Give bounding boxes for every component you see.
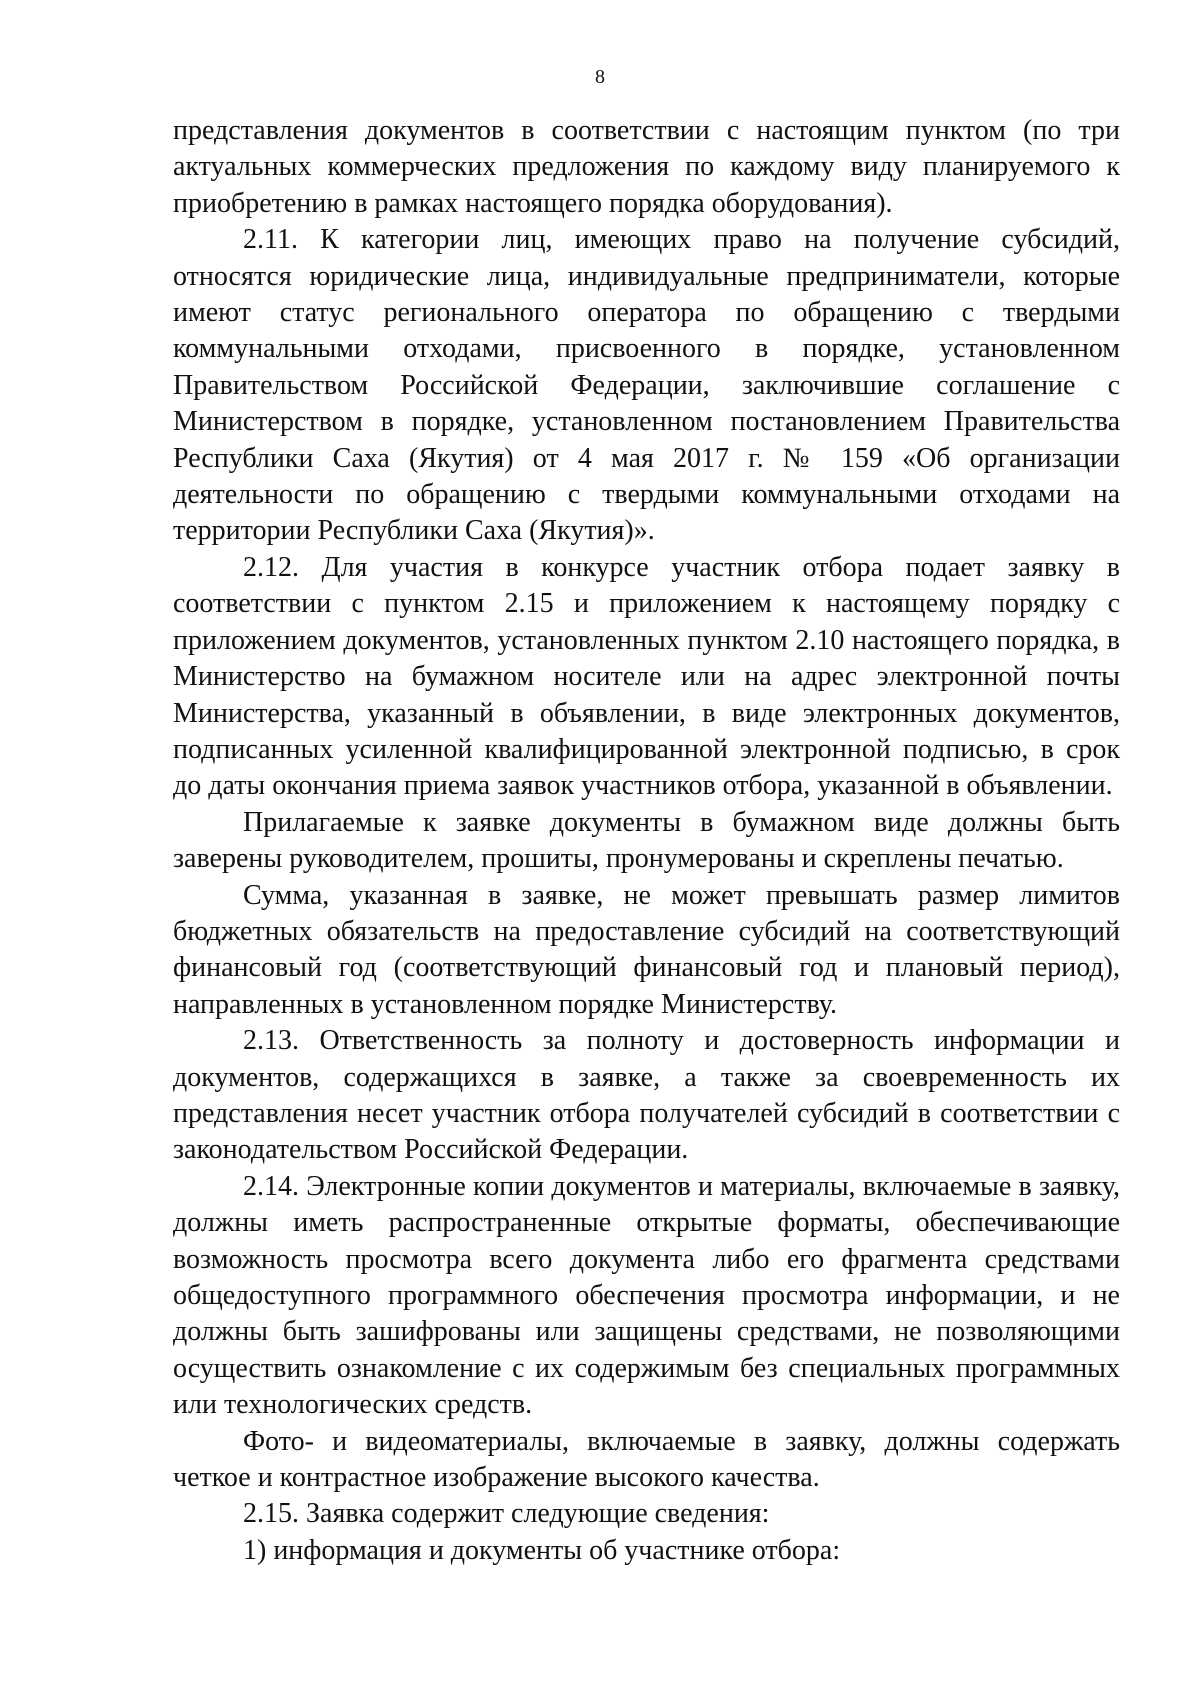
paragraph-sum-limit: Сумма, указанная в заявке, не может превышать размер лимитов бюджетных обязательств на предоставление субсидий на соответствующий финансовый год (соответствующий финансовый год и плановый период), направленных в установленном порядке Министерству. (173, 879, 1120, 1020)
paragraph-2-12: 2.12. Для участия в конкурсе участник отбора подает заявку в соответствии с пунктом 2.15 и приложением к настоящему порядку с приложением документов, установленных пунктом 2.10 настоящего порядка, в Министерство на бумажном носителе или на адрес электронной почты Министерства, указанный в объявлении, в виде электронных документов, подписанных усиленной квалифицированной электронной подписью, в срок до даты окончания приема заявок участников отбора, указанной в объявлении. (173, 551, 1120, 802)
paragraph-2-11: 2.11. К категории лиц, имеющих право на получение субсидий, относятся юридические лица, индивидуальные предприниматели, которые имеют статус регионального оператора по обращению с твердыми коммунальными отходами, присвоенного в порядке, установленном Правительством Российской Федерации, заключившие соглашение с Министерством в порядке, установленном постановлением Правительства Республики Саха (Якутия) от 4 мая 2017 г. № 159 «Об организации деятельности по обращению с твердыми коммунальными отходами на территории Республики Саха (Якутия)». (173, 224, 1120, 547)
paragraph-2-13: 2.13. Ответственность за полноту и достоверность информации и документов, содержащихся в заявке, а также за своевременность их представления несет участник отбора получателей субсидий в соответствии с законодательством Российской Федерации. (173, 1025, 1120, 1166)
paragraph-attached-documents: Прилагаемые к заявке документы в бумажном виде должны быть заверены руководителем, прошиты, пронумерованы и скреплены печатью. (173, 806, 1120, 875)
list-item-1: 1) информация и документы об участнике отбора: (243, 1534, 841, 1566)
paragraph-photo-video: Фото- и видеоматериалы, включаемые в заявку, должны содержать четкое и контрастное изображение высокого качества. (173, 1425, 1120, 1494)
paragraph-2-14: 2.14. Электронные копии документов и материалы, включаемые в заявку, должны иметь распространенные открытые форматы, обеспечивающие возможность просмотра всего документа либо его фрагмента средствами общедоступного программного обеспечения просмотра информации, и не должны быть зашифрованы или защищены средствами, не позволяющими осуществить ознакомление с их содержимым без специальных программных или технологических средств. (173, 1170, 1120, 1421)
page-number: 8 (595, 66, 605, 88)
paragraph-continuation: представления документов в соответствии с настоящим пунктом (по три актуальных коммерческих предложения по каждому виду планируемого к приобретению в рамках настоящего порядка оборудования). (173, 115, 1120, 219)
paragraph-2-15: 2.15. Заявка содержит следующие сведения: (243, 1498, 770, 1530)
document-body (173, 113, 1120, 1569)
